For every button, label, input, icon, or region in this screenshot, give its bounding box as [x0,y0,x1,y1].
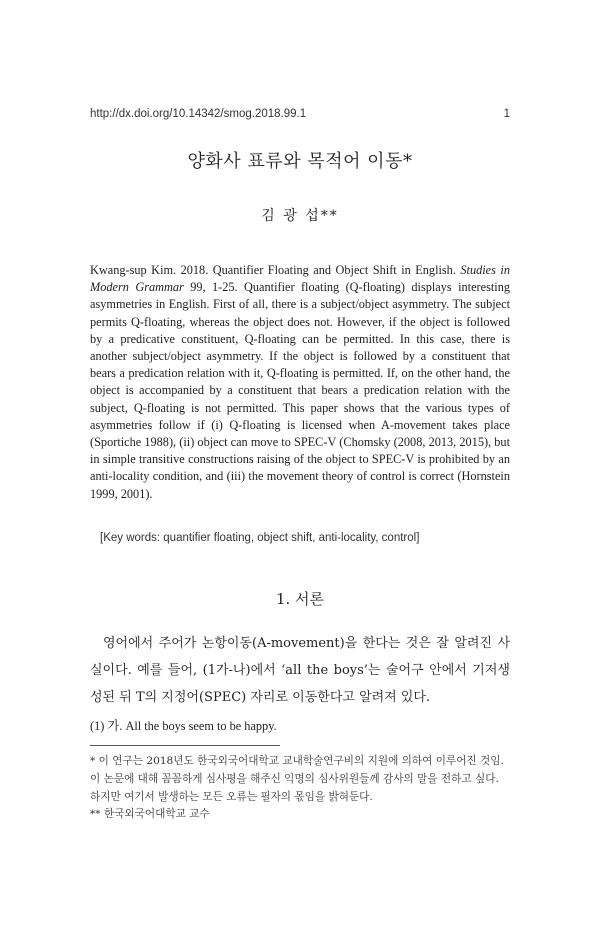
doi-link[interactable]: http://dx.doi.org/10.14342/smog.2018.99.1 [90,108,307,120]
body-paragraph: 영어에서 주어가 논항이동(A-movement)을 한다는 것은 잘 알려진 사실이다. 예를 들어, (1가-나)에서 ‘all the boys’는 술어구 안에서 기저생성된 뒤 T의 지정어(SPEC) 자리로 이동한다고 알려져 있다. [90,636,510,705]
footnote-2: ** 한국외국어대학교 교수 [90,808,210,820]
footnote-1: * 이 연구는 2018년도 한국외국어대학교 교내학술연구비의 지원에 의하여 이루어진 것임. 이 논문에 대해 꼼꼼하게 심사평을 해주신 익명의 심사위원들께 감사의 말을 전하고 싶다. 하지만 여기서 발생하는 모든 오류는 필자의 몫임을 밝혀둔다. [90,755,504,803]
example-sentence: (1) 가. All the boys seem to be happy. [90,719,277,733]
abstract-citation-suffix: 99, 1-25. [183,280,245,295]
page-number: 1 [503,108,510,120]
keywords: [Key words: quantifier floating, object shift, anti-locality, control] [100,532,420,544]
abstract-citation-prefix: Kwang-sup Kim. 2018. Quantifier Floating and Object Shift in English. [90,263,461,277]
abstract [90,262,510,503]
running-header [90,108,510,120]
paper-title: 양화사 표류와 목적어 이동* [187,151,413,172]
footnote-divider [90,745,280,746]
abstract-text: Quantifier floating (Q-floating) displays interesting asymmetries in English. First of all, there is a subject/object asymmetry. The subject permits Q-floating, whereas the object does not. However, if the object is followed by a predicative constituent, Q-floating can be permitted. In this case, there is another subject/object asymmetry. If the object is followed by a constituent that bears a predication relation with it, Q-floating is permitted. If, on the other hand, the object is accompanied by a constituent that bears a predication relation with the subject, Q-floating is not permitted. This paper shows that the various types of asymmetries follow if (i) Q-floating is licensed when A-movement takes place (Sportiche 1988), (ii) object can move to SPEC-V (Chomsky (2008, 2013, 2015), but in simple transitive constructions raising of the object to SPEC-V is prohibited by an anti-locality condition, and (iii) the movement theory of control is correct (Hornstein 1999, 2001). [90,280,510,501]
journal-name: Studies in Modern Grammar [90,263,510,295]
section-heading: 1. 서론 [275,590,325,608]
author-name: 김 광 섭** [261,208,339,224]
